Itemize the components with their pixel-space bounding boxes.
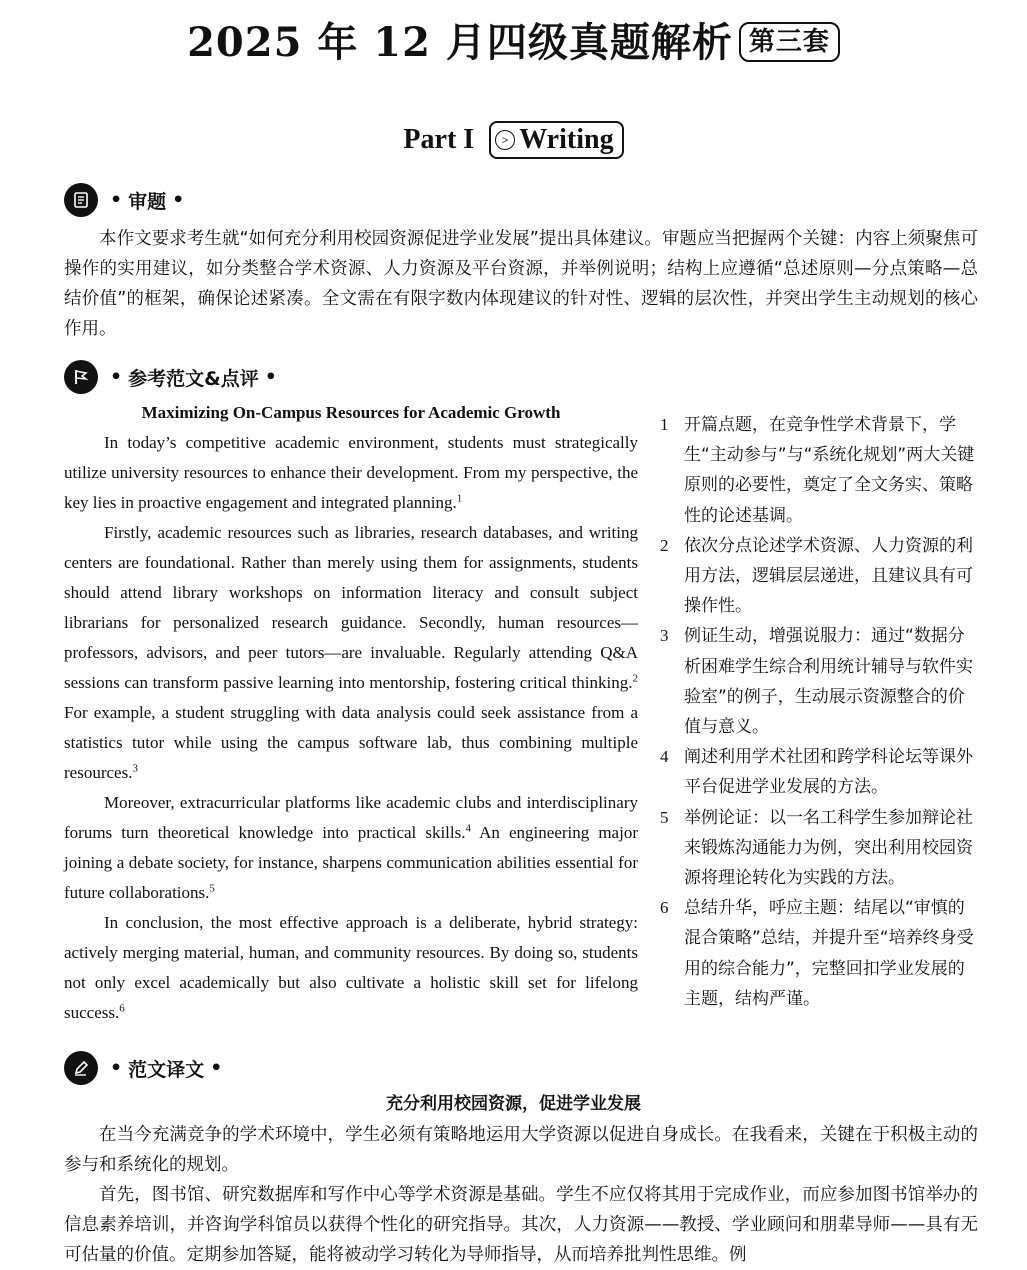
- analysis-body: [64, 224, 978, 344]
- note-mark: 4: [465, 822, 471, 835]
- essay-paragraph-3: [64, 788, 638, 908]
- note-number: 4: [660, 747, 669, 767]
- part-label: Part I: [403, 124, 475, 155]
- commentary-notes: [660, 410, 980, 1014]
- note-item: [660, 410, 980, 531]
- note-number: 5: [660, 807, 669, 827]
- chevron-right-icon: >: [495, 130, 515, 150]
- essay-text: In conclusion, the most effective approach is a deliberate, hybrid strategy: actively merging material, human, and community resources. By doing so, students not only excel academically but also cultivate a holistic skill set for lifelong success.: [64, 913, 638, 1022]
- note-text: 依次分点论述学术资源、人力资源的利用方法，逻辑层层递进，且建议具有可操作性。: [684, 535, 973, 617]
- translation-paragraph-1: 在当今充满竞争的学术环境中，学生必须有策略地运用大学资源以促进自身成长。在我看来，关键在于积极主动的参与和系统化的规划。: [64, 1125, 978, 1175]
- note-mark: 3: [132, 762, 138, 775]
- essay-title: Maximizing On-Campus Resources for Academic Growth: [141, 403, 561, 422]
- note-number: 6: [660, 898, 669, 918]
- translation-body: [64, 1120, 978, 1270]
- essay-text: Moreover, extracurricular platforms like academic clubs and interdisciplinary forums turn theoretical knowledge into practical skills.: [64, 793, 638, 842]
- essay-text: Firstly, academic resources such as libraries, research databases, and writing centers are foundational. Rather than merely using them for assignments, students should attend library workshops on information literacy and consult subject librarians for personalized research guidance. Secondly, human resources—professors, advisors, and peer tutors—are invaluable. Regularly attending Q&A sessions can transform passive learning into mentorship, fostering critical thinking.: [64, 523, 638, 692]
- note-text: 例证生动，增强说服力：通过“数据分析困难学生综合利用统计辅导与软件实验室”的例子，生动展示资源整合的价值与意义。: [684, 626, 973, 738]
- section-model-heading: • 参考范文&点评 •: [64, 359, 283, 395]
- note-mark: 2: [632, 672, 638, 685]
- essay-paragraph-1: [64, 428, 638, 518]
- section-analysis-heading: • 审题 •: [64, 182, 190, 218]
- note-mark: 5: [209, 882, 215, 895]
- model-essay: [64, 403, 638, 1028]
- note-text: 开篇点题，在竞争性学术背景下，学生“主动参与”与“系统化规划”两大关键原则的必要性，奠定了全文务实、策略性的论述基调。: [684, 415, 975, 526]
- note-text: 举例论证：以一名工科学生参加辩论社来锻炼沟通能力为例，突出利用校园资源将理论转化为实践的方法。: [684, 807, 973, 889]
- part-name-box: [489, 121, 623, 159]
- section-translation-heading: • 范文译文 •: [64, 1050, 228, 1086]
- note-item: [660, 621, 980, 742]
- analysis-paragraph: 本作文要求考生就“如何充分利用校园资源促进学业发展”提出具体建议。审题应当把握两个关键：内容上须聚焦可操作的实用建议，如分类整合学术资源、人力资源及平台资源，并举例说明；结构上应遵循“总述原则—分点策略—总结价值”的框架，确保论述紧凑。全文需在有限字数内体现建议的针对性、逻辑的层次性，并突出学生主动规划的核心作用。: [64, 229, 978, 339]
- note-number: 2: [660, 535, 669, 555]
- essay-paragraph-4: [64, 908, 638, 1028]
- note-item: [660, 893, 980, 1014]
- note-number: 1: [660, 415, 669, 434]
- set-badge: 第三套: [739, 22, 840, 62]
- analysis-heading-text: 审题: [128, 190, 167, 213]
- note-item: [660, 803, 980, 894]
- part-heading: [0, 120, 1027, 160]
- note-text: 阐述利用学术社团和跨学科论坛等课外平台促进学业发展的方法。: [684, 747, 973, 798]
- essay-text: An engineering major joining a debate society, for instance, sharpens communication abilities essential for future collaborations.: [64, 823, 638, 902]
- essay-text: In today’s competitive academic environment, students must strategically utilize university resources to enhance their development. From my perspective, the key lies in proactive engagement and integrated planning.: [64, 433, 638, 512]
- essay-text: For example, a student struggling with data analysis could seek assistance from a statistics tutor while using the campus software lab, thus combining multiple resources.: [64, 703, 638, 782]
- part-name: Writing: [519, 124, 614, 155]
- note-mark: 1: [456, 492, 463, 505]
- note-item: [660, 531, 980, 622]
- note-mark: 6: [119, 1002, 125, 1015]
- essay-paragraph-2: [64, 518, 638, 788]
- note-text: 总结升华，呼应主题：结尾以“审慎的混合策略”总结，并提升至“培养终身受用的综合能力”，完整回扣学业发展的主题，结构严谨。: [684, 898, 974, 1009]
- document-icon: [64, 183, 98, 217]
- translation-heading-text: 范文译文: [128, 1058, 205, 1081]
- translation-title: 充分利用校园资源，促进学业发展: [386, 1094, 641, 1114]
- flag-icon: [64, 360, 98, 394]
- page-title: [0, 14, 1027, 72]
- note-number: 3: [660, 626, 669, 646]
- translation-paragraph-2: 首先，图书馆、研究数据库和写作中心等学术资源是基础。学生不应仅将其用于完成作业，而应参加图书馆举办的信息素养培训，并咨询学科馆员以获得个性化的研究指导。其次，人力资源——教授、学业顾问和朋辈导师——具有无可估量的价值。定期参加答疑，能将被动学习转化为导师指导，从而培养批判性思维。例: [64, 1185, 978, 1265]
- title-text: 2025 年 12 月四级真题解析: [187, 19, 733, 66]
- model-heading-text: 参考范文&点评: [128, 367, 259, 390]
- pen-icon: [64, 1051, 98, 1085]
- note-item: [660, 742, 980, 802]
